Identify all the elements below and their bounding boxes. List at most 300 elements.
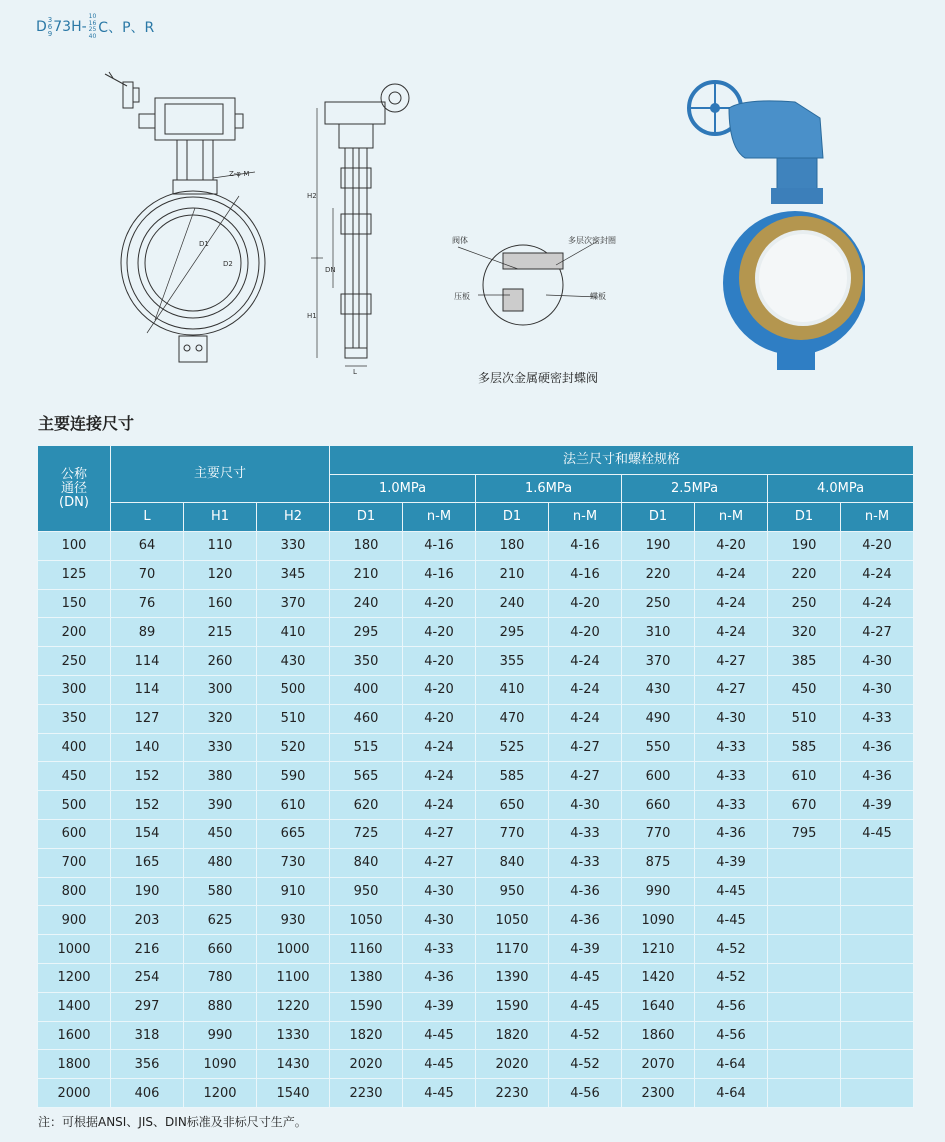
table-cell: 770: [476, 819, 549, 848]
table-cell: 406: [111, 1079, 184, 1108]
table-cell: 4-45: [549, 992, 622, 1021]
table-cell: 795: [768, 819, 841, 848]
table-cell: 4-45: [549, 963, 622, 992]
table-cell: 4-24: [549, 675, 622, 704]
header-pressure-1-0: 1.0MPa: [330, 475, 476, 503]
table-cell: 318: [111, 1021, 184, 1050]
header-nm: n-M: [403, 503, 476, 532]
table-cell: 4-24: [841, 560, 914, 589]
header-h2: H2: [257, 503, 330, 532]
table-cell: 1160: [330, 935, 403, 964]
table-cell: 1430: [257, 1050, 330, 1079]
table-cell: 650: [476, 791, 549, 820]
table-cell: 1220: [257, 992, 330, 1021]
table-cell: 4-45: [841, 819, 914, 848]
table-cell: 610: [768, 762, 841, 791]
table-cell: 4-20: [403, 704, 476, 733]
table-cell: [841, 906, 914, 935]
table-cell: 4-20: [403, 589, 476, 618]
table-cell: 203: [111, 906, 184, 935]
table-cell: 4-16: [403, 532, 476, 561]
model-sub-b: [89, 14, 97, 40]
table-cell: 1590: [476, 992, 549, 1021]
table-cell: 4-27: [695, 675, 768, 704]
table-cell: 620: [330, 791, 403, 820]
table-cell: 990: [184, 1021, 257, 1050]
header-d1: D1: [768, 503, 841, 532]
table-cell: 64: [111, 532, 184, 561]
table-cell: 370: [257, 589, 330, 618]
table-cell: 4-56: [695, 1021, 768, 1050]
table-cell: 2230: [476, 1079, 549, 1108]
table-cell: 1330: [257, 1021, 330, 1050]
table-row: [38, 704, 914, 733]
model-designation: [36, 14, 154, 40]
detail-label-body: 阀体: [452, 236, 468, 245]
table-cell: [768, 992, 841, 1021]
table-cell: 4-20: [403, 647, 476, 676]
table-row: [38, 733, 914, 762]
table-cell: 525: [476, 733, 549, 762]
header-d1: D1: [622, 503, 695, 532]
table-cell: [768, 1021, 841, 1050]
table-cell: 950: [330, 877, 403, 906]
table-cell: 2020: [476, 1050, 549, 1079]
label-dn: DN: [325, 266, 336, 274]
table-cell: 660: [184, 935, 257, 964]
table-cell: 580: [184, 877, 257, 906]
header-nominal-line: 通径: [60, 480, 87, 496]
table-cell: 220: [768, 560, 841, 589]
table-cell: 4-33: [695, 791, 768, 820]
table-cell: [841, 848, 914, 877]
table-cell: 460: [330, 704, 403, 733]
table-cell: 4-24: [403, 733, 476, 762]
table-cell: 4-30: [549, 791, 622, 820]
table-row: [38, 560, 914, 589]
table-cell: 4-24: [841, 589, 914, 618]
model-sub-b-item: 40: [88, 32, 97, 40]
table-cell: 1860: [622, 1021, 695, 1050]
table-cell: 215: [184, 618, 257, 647]
header-h1: H1: [184, 503, 257, 532]
table-cell: 180: [476, 532, 549, 561]
header-nominal-diameter: [38, 446, 111, 532]
table-cell: 665: [257, 819, 330, 848]
table-cell: 510: [257, 704, 330, 733]
table-cell: 1200: [184, 1079, 257, 1108]
table-cell: 4-24: [403, 762, 476, 791]
table-cell: 300: [184, 675, 257, 704]
table-cell: 1820: [330, 1021, 403, 1050]
header-nominal-line: 公称: [60, 466, 87, 482]
header-pressure-2-5: 2.5MPa: [622, 475, 768, 503]
table-row: [38, 675, 914, 704]
table-cell: 585: [476, 762, 549, 791]
table-cell: 4-16: [403, 560, 476, 589]
table-row: [38, 647, 914, 676]
table-cell: 4-24: [695, 560, 768, 589]
label-d1: D1: [199, 240, 209, 248]
table-cell: 320: [768, 618, 841, 647]
table-cell: 2070: [622, 1050, 695, 1079]
table-cell: [768, 1050, 841, 1079]
label-zphim: Z-φ-M: [229, 170, 250, 178]
table-cell: 370: [622, 647, 695, 676]
model-sub-a: [48, 17, 52, 38]
table-cell: 4-20: [403, 675, 476, 704]
detail-label-disc: 蝶板: [590, 292, 606, 301]
table-cell: 380: [184, 762, 257, 791]
table-cell: 4-24: [549, 704, 622, 733]
table-cell: 4-27: [549, 733, 622, 762]
table-row: [38, 877, 914, 906]
table-cell: 930: [257, 906, 330, 935]
table-cell: 4-36: [549, 877, 622, 906]
table-cell: 125: [38, 560, 111, 589]
table-cell: 1400: [38, 992, 111, 1021]
table-cell: 310: [622, 618, 695, 647]
table-cell: 625: [184, 906, 257, 935]
table-cell: 585: [768, 733, 841, 762]
model-suffix: C、P、R: [98, 20, 155, 36]
table-row: [38, 906, 914, 935]
table-cell: 190: [111, 877, 184, 906]
table-cell: 4-27: [695, 647, 768, 676]
table-cell: [841, 1079, 914, 1108]
table-cell: 400: [38, 733, 111, 762]
header-flange-bolt: 法兰尺寸和螺栓规格: [330, 446, 914, 475]
table-cell: 470: [476, 704, 549, 733]
detail-label-press-plate: 压板: [454, 292, 470, 301]
header-nm: n-M: [841, 503, 914, 532]
table-cell: 4-39: [549, 935, 622, 964]
table-cell: 250: [622, 589, 695, 618]
table-cell: 1100: [257, 963, 330, 992]
table-cell: 240: [476, 589, 549, 618]
table-cell: 1090: [622, 906, 695, 935]
model-prefix: D: [36, 19, 47, 35]
table-cell: 510: [768, 704, 841, 733]
seal-detail-drawing: [448, 225, 648, 385]
table-cell: 4-39: [403, 992, 476, 1021]
table-cell: 950: [476, 877, 549, 906]
table-cell: 600: [38, 819, 111, 848]
table-row: [38, 992, 914, 1021]
model-mid: 73H-: [53, 19, 87, 35]
table-cell: 4-45: [695, 877, 768, 906]
model-sub-b-item: 10: [88, 13, 97, 20]
table-cell: 89: [111, 618, 184, 647]
label-l: L: [353, 368, 357, 376]
table-cell: 100: [38, 532, 111, 561]
table-cell: 875: [622, 848, 695, 877]
table-cell: 4-20: [841, 532, 914, 561]
table-cell: 660: [622, 791, 695, 820]
table-cell: 4-27: [549, 762, 622, 791]
table-cell: 1380: [330, 963, 403, 992]
detail-label-seal-ring: 多层次密封圈: [568, 236, 616, 245]
figure-caption: 多层次金属硬密封蝶阀: [478, 371, 599, 385]
table-cell: 110: [184, 532, 257, 561]
table-cell: 220: [622, 560, 695, 589]
table-cell: 910: [257, 877, 330, 906]
table-cell: 250: [768, 589, 841, 618]
table-row: [38, 848, 914, 877]
table-cell: 4-30: [841, 647, 914, 676]
table-cell: 297: [111, 992, 184, 1021]
table-cell: 4-33: [549, 848, 622, 877]
table-cell: 4-39: [695, 848, 768, 877]
table-cell: 4-33: [695, 762, 768, 791]
table-cell: 330: [257, 532, 330, 561]
table-cell: 4-16: [549, 560, 622, 589]
table-cell: 400: [330, 675, 403, 704]
table-cell: 2000: [38, 1079, 111, 1108]
table-cell: 4-20: [549, 589, 622, 618]
table-cell: 1420: [622, 963, 695, 992]
table-cell: [768, 877, 841, 906]
table-cell: [768, 935, 841, 964]
table-cell: 880: [184, 992, 257, 1021]
table-cell: 190: [622, 532, 695, 561]
header-d1: D1: [330, 503, 403, 532]
table-cell: 4-45: [403, 1079, 476, 1108]
table-body: [38, 532, 914, 1108]
table-cell: 515: [330, 733, 403, 762]
table-cell: 330: [184, 733, 257, 762]
table-cell: 430: [257, 647, 330, 676]
header-nm: n-M: [695, 503, 768, 532]
table-row: [38, 589, 914, 618]
table-cell: 1000: [257, 935, 330, 964]
table-cell: 410: [476, 675, 549, 704]
table-cell: 4-16: [549, 532, 622, 561]
table-cell: 1640: [622, 992, 695, 1021]
table-cell: 590: [257, 762, 330, 791]
table-cell: 1600: [38, 1021, 111, 1050]
table-cell: 1000: [38, 935, 111, 964]
label-h2: H2: [307, 192, 317, 200]
table-cell: 350: [330, 647, 403, 676]
table-cell: 250: [38, 647, 111, 676]
table-cell: 520: [257, 733, 330, 762]
table-cell: 4-45: [403, 1050, 476, 1079]
table-cell: 345: [257, 560, 330, 589]
table-cell: 4-45: [403, 1021, 476, 1050]
table-cell: [841, 963, 914, 992]
table-cell: 4-39: [841, 791, 914, 820]
table-cell: 4-30: [403, 877, 476, 906]
table-cell: 4-52: [695, 935, 768, 964]
table-cell: 1050: [330, 906, 403, 935]
table-cell: 990: [622, 877, 695, 906]
table-cell: 160: [184, 589, 257, 618]
table-cell: 4-30: [403, 906, 476, 935]
table-cell: 320: [184, 704, 257, 733]
table-cell: [841, 877, 914, 906]
table-cell: 4-52: [549, 1050, 622, 1079]
table-cell: 4-33: [841, 704, 914, 733]
valve-product-photo: [685, 78, 865, 378]
table-row: [38, 963, 914, 992]
table-cell: 410: [257, 618, 330, 647]
table-cell: 200: [38, 618, 111, 647]
table-cell: 2230: [330, 1079, 403, 1108]
table-cell: 900: [38, 906, 111, 935]
table-cell: 240: [330, 589, 403, 618]
table-cell: 150: [38, 589, 111, 618]
header-nm: n-M: [549, 503, 622, 532]
table-cell: 610: [257, 791, 330, 820]
table-cell: 770: [622, 819, 695, 848]
valve-technical-drawing: [95, 68, 455, 378]
table-cell: 500: [38, 791, 111, 820]
table-cell: [768, 906, 841, 935]
table-cell: 1820: [476, 1021, 549, 1050]
table-cell: 114: [111, 675, 184, 704]
table-cell: 4-20: [403, 618, 476, 647]
section-title: 主要连接尺寸: [38, 414, 135, 433]
table-cell: 4-20: [549, 618, 622, 647]
table-cell: 4-24: [549, 647, 622, 676]
table-cell: 2020: [330, 1050, 403, 1079]
table-cell: 4-56: [549, 1079, 622, 1108]
table-cell: 1800: [38, 1050, 111, 1079]
table-row: [38, 1021, 914, 1050]
table-cell: 295: [476, 618, 549, 647]
table-cell: [768, 963, 841, 992]
table-cell: 180: [330, 532, 403, 561]
table-cell: 4-64: [695, 1079, 768, 1108]
table-cell: 800: [38, 877, 111, 906]
table-cell: 4-36: [841, 762, 914, 791]
table-cell: 152: [111, 791, 184, 820]
table-cell: 154: [111, 819, 184, 848]
table-row: [38, 618, 914, 647]
table-cell: 500: [257, 675, 330, 704]
table-cell: 450: [184, 819, 257, 848]
table-cell: 600: [622, 762, 695, 791]
table-cell: 165: [111, 848, 184, 877]
model-sub-a-item: 6: [47, 22, 53, 31]
table-cell: 4-20: [695, 532, 768, 561]
table-cell: 127: [111, 704, 184, 733]
model-sub-a-item: 3: [47, 15, 53, 24]
table-cell: 4-36: [403, 963, 476, 992]
table-cell: 670: [768, 791, 841, 820]
table-cell: 4-52: [695, 963, 768, 992]
table-cell: 4-30: [841, 675, 914, 704]
table-cell: 390: [184, 791, 257, 820]
table-row: [38, 791, 914, 820]
table-cell: 480: [184, 848, 257, 877]
table-cell: 4-24: [695, 618, 768, 647]
table-cell: 725: [330, 819, 403, 848]
table-cell: 76: [111, 589, 184, 618]
table-row: [38, 819, 914, 848]
table-cell: 114: [111, 647, 184, 676]
table-cell: 355: [476, 647, 549, 676]
table-cell: 295: [330, 618, 403, 647]
table-row: [38, 935, 914, 964]
table-cell: 120: [184, 560, 257, 589]
table-cell: 190: [768, 532, 841, 561]
table-cell: 210: [476, 560, 549, 589]
table-cell: 780: [184, 963, 257, 992]
model-sub-a-item: 9: [47, 29, 53, 38]
table-cell: 1090: [184, 1050, 257, 1079]
table-cell: [841, 1021, 914, 1050]
table-cell: 1590: [330, 992, 403, 1021]
table-cell: 1210: [622, 935, 695, 964]
table-cell: 490: [622, 704, 695, 733]
table-cell: 4-24: [695, 589, 768, 618]
table-cell: [841, 935, 914, 964]
table-cell: 730: [257, 848, 330, 877]
header-pressure-1-6: 1.6MPa: [476, 475, 622, 503]
table-cell: 840: [330, 848, 403, 877]
table-cell: 4-64: [695, 1050, 768, 1079]
table-cell: 450: [38, 762, 111, 791]
table-cell: [841, 992, 914, 1021]
table-cell: 4-27: [403, 819, 476, 848]
table-cell: 550: [622, 733, 695, 762]
table-cell: 260: [184, 647, 257, 676]
connection-dimensions-table: [37, 445, 914, 1108]
table-cell: 1390: [476, 963, 549, 992]
table-cell: 4-45: [695, 906, 768, 935]
table-cell: 152: [111, 762, 184, 791]
table-row: [38, 1050, 914, 1079]
header-pressure-4-0: 4.0MPa: [768, 475, 914, 503]
table-cell: [841, 1050, 914, 1079]
footnote: 注：可根据ANSI、JIS、DIN标准及非标尺寸生产。: [38, 1115, 307, 1129]
table-cell: 4-27: [403, 848, 476, 877]
table-cell: 70: [111, 560, 184, 589]
table-cell: 4-27: [841, 618, 914, 647]
table-cell: 450: [768, 675, 841, 704]
table-cell: 4-30: [695, 704, 768, 733]
table-cell: 4-33: [549, 819, 622, 848]
model-sub-b-item: 25: [88, 26, 97, 33]
table-row: [38, 532, 914, 561]
table-cell: 385: [768, 647, 841, 676]
table-cell: 350: [38, 704, 111, 733]
table-cell: 140: [111, 733, 184, 762]
table-cell: 2300: [622, 1079, 695, 1108]
table-row: [38, 1079, 914, 1108]
table-cell: 254: [111, 963, 184, 992]
table-cell: 1170: [476, 935, 549, 964]
table-cell: 1050: [476, 906, 549, 935]
header-l: L: [111, 503, 184, 532]
model-sub-b-item: 16: [88, 19, 97, 27]
table-cell: 840: [476, 848, 549, 877]
table-row: [38, 762, 914, 791]
table-cell: 356: [111, 1050, 184, 1079]
table-cell: 1200: [38, 963, 111, 992]
header-main-dimensions: 主要尺寸: [111, 446, 330, 503]
label-d2: D2: [223, 260, 233, 268]
label-h1: H1: [307, 312, 317, 320]
table-cell: 216: [111, 935, 184, 964]
table-cell: 300: [38, 675, 111, 704]
table-cell: 4-33: [695, 733, 768, 762]
table-cell: 4-36: [841, 733, 914, 762]
header-d1: D1: [476, 503, 549, 532]
header-nominal-line: (DN): [59, 494, 89, 510]
